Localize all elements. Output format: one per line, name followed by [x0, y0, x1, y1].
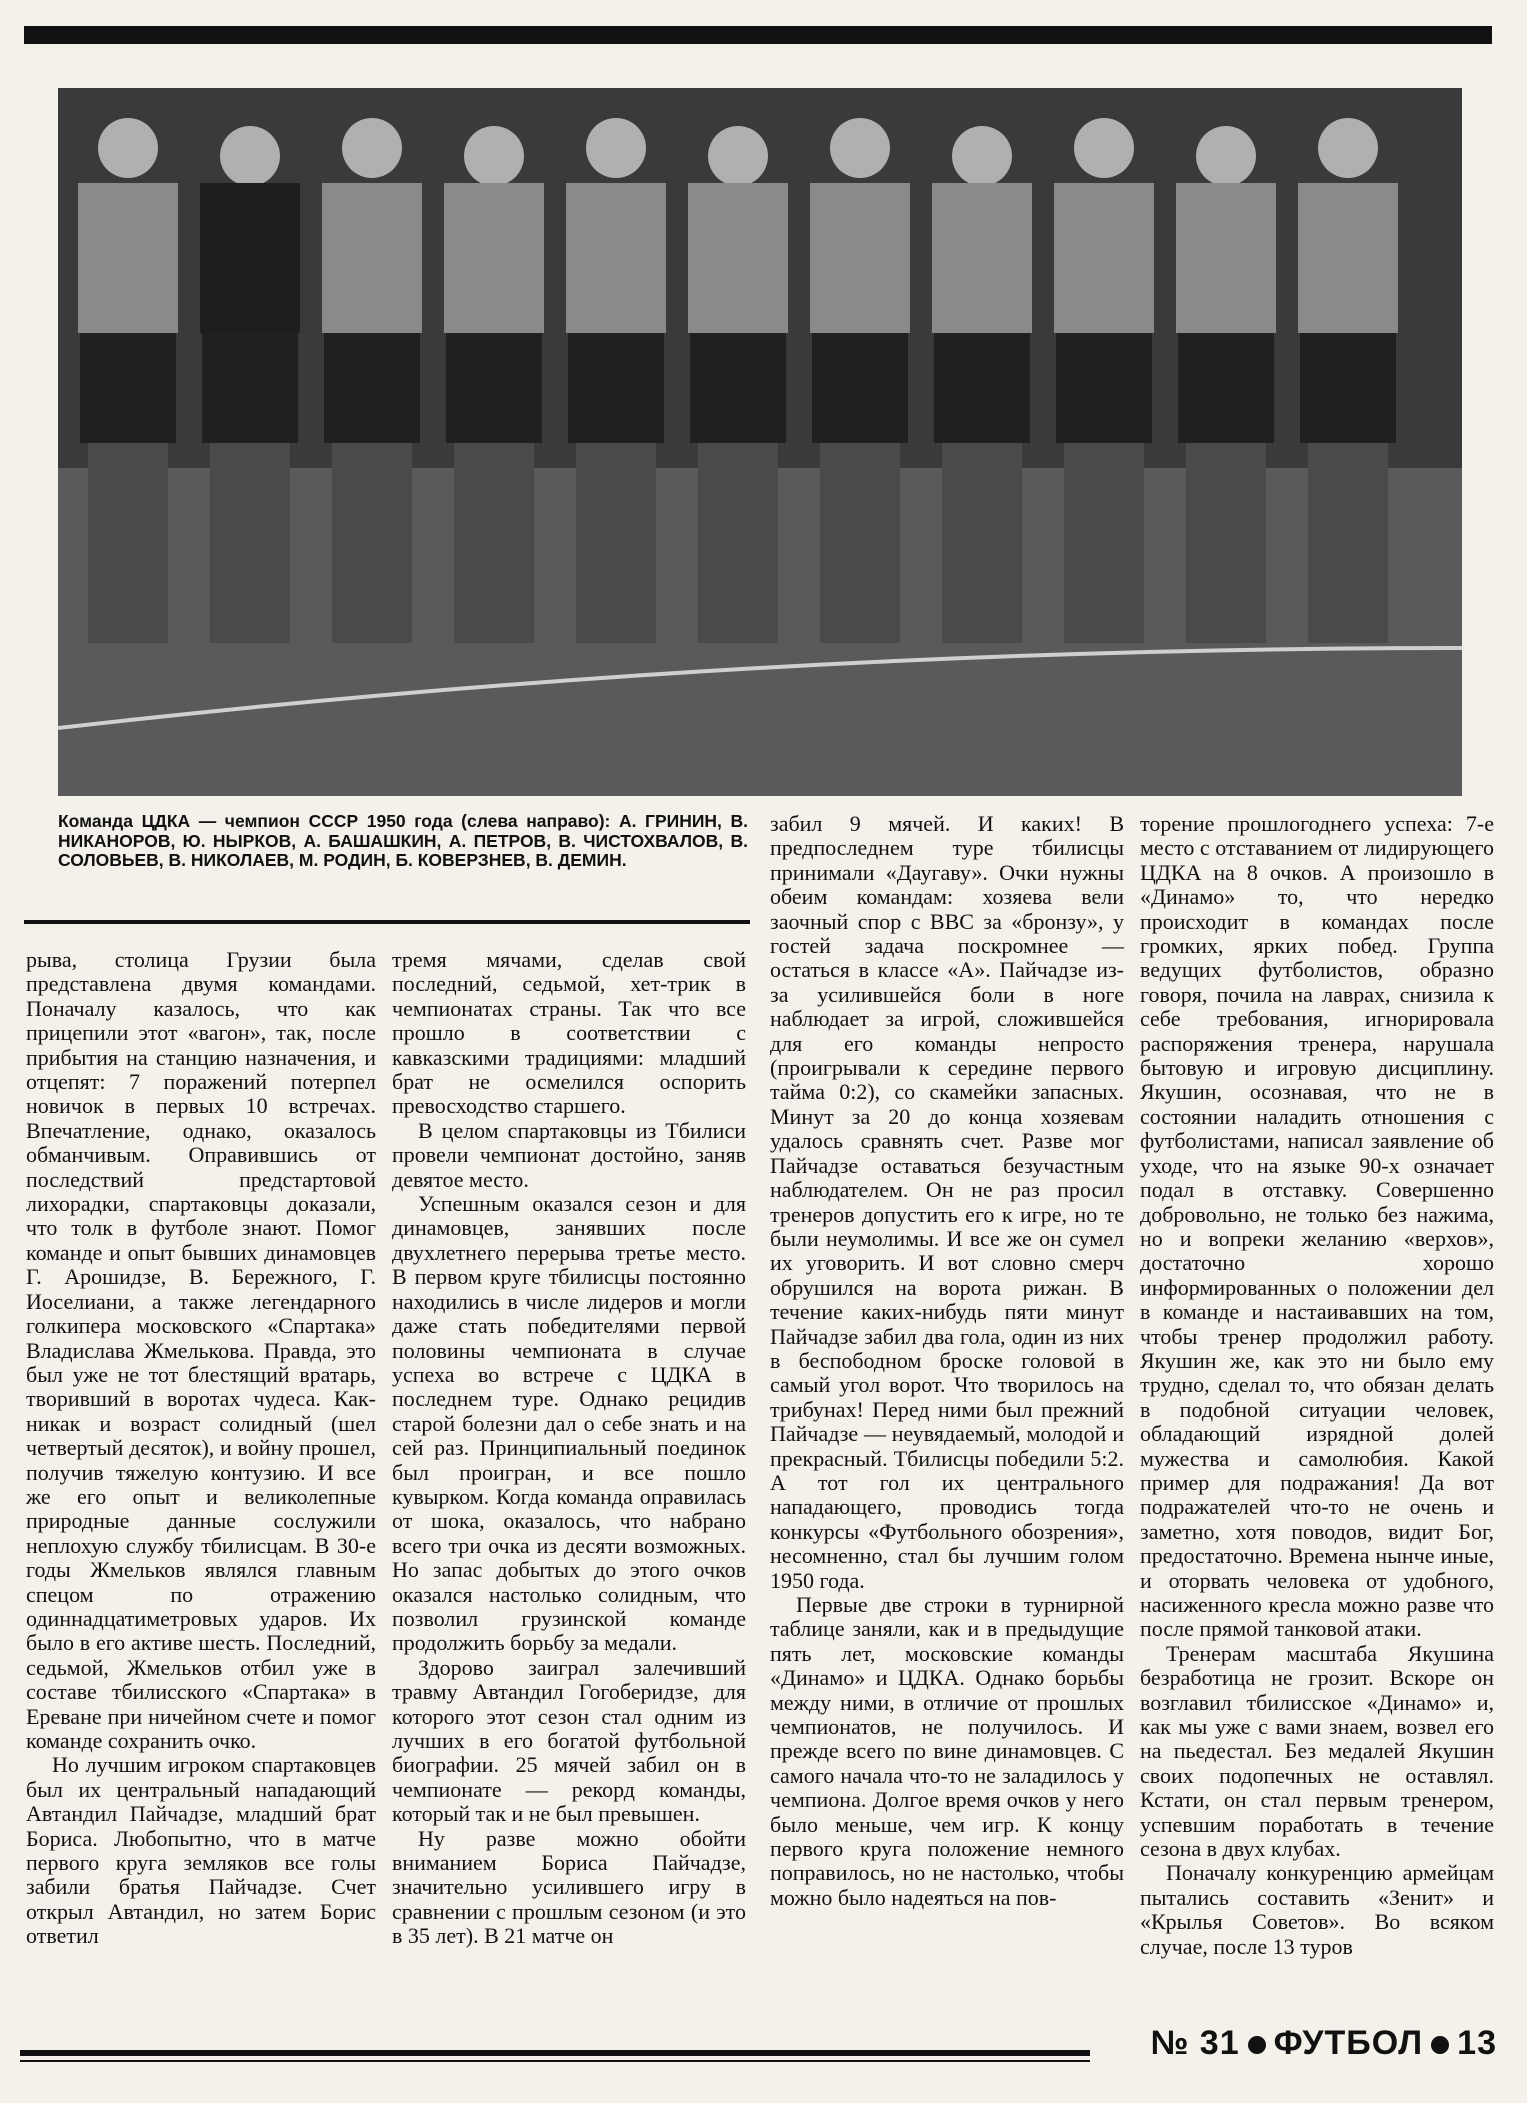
player-head: [1074, 118, 1134, 178]
footer-rule: [20, 2050, 1090, 2056]
player-shorts: [446, 333, 542, 443]
player-shorts: [812, 333, 908, 443]
bullet-icon: [1248, 2036, 1266, 2054]
player-shirt: [1298, 183, 1398, 333]
player-shirt: [566, 183, 666, 333]
paragraph: Поначалу конкуренцию армейцам пытались составить «Зенит» и «Крылья Советов». Во всяком случае, после 13 туров: [1140, 1860, 1494, 1959]
player-head: [586, 118, 646, 178]
player-legs: [820, 443, 900, 643]
page-footer: [1150, 2024, 1497, 2063]
paragraph: забил 9 мячей. И каких! В предпоследнем туре тбилисцы принимали «Даугаву». Очки нужны обеим командам: хозяева вели заочный спор с ВВС за «бронзу», у гостей задача поскромнее — остаться в классе «А». Пайчадзе из-за усилившейся боли в ноге наблюдает за игрой, сложившейся для его команды непросто (проигрывали к середине первого тайма 0:2), со скамейки запасных. Минут за 20 до конца хозяевам удалось сравнять счет. Разве мог Пайчадзе оставаться безучастным наблюдателем. Он не раз просил тренеров допустить его к игре, но те были неумолимы. И все же он сумел их уговорить. И вот словно смерч обрушился на ворота рижан. В течение каких-нибудь пяти минут Пайчадзе забил два гола, один из них в беспободном броске головой в самый угол ворот. Что творилось на трибунах! Перед ними был прежний Пайчадзе — неувядаемый, молодой и прекрасный. Тбилисцы победили 5:2. А тот гол их центрального нападающего, проводись тогда конкурсы «Футбольного обозрения», несомненно, стал бы лучшим голом 1950 года.: [770, 811, 1124, 1593]
player-legs: [942, 443, 1022, 643]
top-rule: [24, 26, 1492, 44]
paragraph: Успешным оказался сезон и для динамовцев, занявших после двухлетнего перерыва третье место. В первом круге тбилисцы постоянно находились в числе лидеров и могли даже стать победителями первой половины чемпионата в случае успеха во встрече с ЦДКА в последнем туре. Однако рецидив старой болезни дал о себе знать и на сей раз. Принципиальный поединок был проигран, и все пошло кувырком. Когда команда оправилась от шока, оказалось, что набрано всего три очка из десяти возможных. Но запас добытых до этого очков оказался настолько солидным, что позволил грузинской команде продолжить борьбу за медали.: [392, 1191, 746, 1656]
player-shorts: [934, 333, 1030, 443]
player-legs: [88, 443, 168, 643]
player-shorts: [324, 333, 420, 443]
paragraph: Здорово заиграл залечивший травму Автандил Гогоберидзе, для которого этот сезон стал одним из лучших в его богатой футбольной биографии. 25 мячей забил он в чемпионате — рекорд команды, который так и не был превышен.: [392, 1654, 746, 1827]
paragraph: Первые две строки в турнирной таблице заняли, как и в предыдущие пять лет, московские команды «Динамо» и ЦДКА. Однако борьбы между ними, в отличие от прошлых чемпионатов, не получилось. И прежде всего по вине динамовцев. С самого начала что-то не заладилось у чемпиона. Долгое время очков у него было меньше, чем игр. К концу первого круга положение немного поправилось, но не настолько, чтобы можно было надеяться на пов-: [770, 1592, 1124, 1910]
bullet-icon: [1431, 2036, 1449, 2054]
player-shirt: [322, 183, 422, 333]
player-shirt: [688, 183, 788, 333]
player-shorts: [80, 333, 176, 443]
article-column-3: [770, 812, 1124, 1910]
player-shorts: [568, 333, 664, 443]
player-head: [952, 126, 1012, 186]
player-legs: [1308, 443, 1388, 643]
magazine-name: ФУТБОЛ: [1273, 2024, 1424, 2062]
player-shorts: [1056, 333, 1152, 443]
player-shorts: [1178, 333, 1274, 443]
player-legs: [576, 443, 656, 643]
paragraph: торение прошлогоднего успеха: 7-е место с отставанием от лидирующего ЦДКА на 8 очков. А произошло в «Динамо» то, что нередко происходит в командах после громких, ярких побед. Группа ведущих футболистов, образно говоря, почила на лаврах, снизила к себе требования, игнорировала распоряжения тренера, нарушала бытовую и игровую дисциплину. Якушин, осознавая, что не в состоянии наладить отношения с футболистами, написал заявление об уходе, что на языке 90-х означает подал в отставку. Совершенно добровольно, не только без нажима, но и вопреки желанию «верхов», достаточно хорошо информированных о положении дел в команде и настаивавших на том, чтобы тренер продолжил работу. Якушин же, как это ни было ему трудно, сделал то, что обязан делать в подобной ситуации человек, обладающий изрядной долей мужества и самолюбия. Какой пример для подражания! Да вот подражателей что-то не очень и заметно, хотя поводов, видит Бог, предостаточно. Времена нынче иные, и оторвать человека от удобного, насиженного кресла можно разве что после прямой танковой атаки.: [1140, 811, 1494, 1642]
paragraph: Ну разве можно обойти вниманием Бориса Пайчадзе, значительно усилившего игру в сравнении с прошлым сезоном (и это в 35 лет). В 21 матче он: [392, 1825, 746, 1949]
paragraph: В целом спартаковцы из Тбилиси провели чемпионат достойно, заняв девятое место.: [392, 1117, 746, 1192]
player-shirt: [200, 183, 300, 333]
player-shirt: [932, 183, 1032, 333]
player-legs: [210, 443, 290, 643]
player-head: [342, 118, 402, 178]
player-shorts: [1300, 333, 1396, 443]
article-column-2: [392, 948, 746, 1949]
paragraph: рыва, столица Грузии была представлена двумя командами. Поначалу казалось, что как прицепили этот «вагон», так, после прибытия на станцию назначения, и отцепят: 7 поражений потерпел новичок в первых 10 встречах. Впечатление, однако, оказалось обманчивым. Оправившись от последствий предстартовой лихорадки, спартаковцы доказали, что толк в футболе знают. Помог команде и опыт бывших динамовцев Г. Арошидзе, В. Бережного, Г. Иоселиани, а также легендарного голкипера московского «Спартака» Владислава Жмелькова. Правда, это был уже не тот блестящий вратарь, творивший в воротах чудеса. Как-никак и возраст солидный (шел четвертый десяток), и войну прошел, получив тяжелую контузию. И все же его опыт и великолепные природные данные сослужили неплохую службу тбилисцам. В 30-е годы Жмельков являлся главным спецом по отражению одиннадцатиметровых ударов. Их было в его активе шесть. Последний, седьмой, Жмельков отбил уже в составе тбилисского «Спартака» в Ереване при ничейном счете и помог команде сохранить очко.: [26, 947, 376, 1753]
player-head: [98, 118, 158, 178]
player-shorts: [690, 333, 786, 443]
player-shirt: [1054, 183, 1154, 333]
footer-rule-thin: [20, 2060, 1090, 2062]
player-shorts: [202, 333, 298, 443]
player-legs: [698, 443, 778, 643]
player-head: [464, 126, 524, 186]
player-shirt: [1176, 183, 1276, 333]
player-legs: [1186, 443, 1266, 643]
player-legs: [454, 443, 534, 643]
page-number: 13: [1457, 2024, 1497, 2062]
paragraph: Но лучшим игроком спартаковцев был их центральный нападающий Автандил Пайчадзе, младший брат Бориса. Любопытно, что в матче первого круга земляков все голы забили братья Пайчадзе. Счет открыл Автандил, но затем Борис ответил: [26, 1752, 376, 1949]
player-head: [220, 126, 280, 186]
paragraph: Тренерам масштаба Якушина безработица не грозит. Вскоре он возглавил тбилисское «Динамо» и, как мы уже с вами знаем, возвел его на пьедестал. Без медалей Якушин своих подопечных не оставлял. Кстати, он стал первым тренером, успевшим поработать в течение сезона в двух клубах.: [1140, 1640, 1494, 1862]
player-shirt: [444, 183, 544, 333]
player-head: [1196, 126, 1256, 186]
player-shirt: [810, 183, 910, 333]
caption-divider: [24, 920, 750, 924]
player-shirt: [78, 183, 178, 333]
photo-caption: Команда ЦДКА — чемпион СССР 1950 года (слева направо): А. ГРИНИН, В. НИКАНОРОВ, Ю. НЫРКОВ, А. БАШАШКИН, А. ПЕТРОВ, В. ЧИСТОХВАЛОВ, В. СОЛОВЬЕВ, В. НИКОЛАЕВ, М. РОДИН, Б. КОВЕРЗНЕВ, В. ДЕМИН.: [58, 811, 748, 870]
player-head: [1318, 118, 1378, 178]
player-head: [830, 118, 890, 178]
article-column-4: [1140, 812, 1494, 1959]
issue-number: № 31: [1150, 2024, 1240, 2062]
article-column-1: [26, 948, 376, 1949]
team-photo: [58, 88, 1462, 796]
team-photo-image: [58, 88, 1462, 796]
player-legs: [1064, 443, 1144, 643]
player-head: [708, 126, 768, 186]
player-legs: [332, 443, 412, 643]
paragraph: тремя мячами, сделав свой последний, седьмой, хет-трик в чемпионатах страны. Так что все прошло в соответствии с кавказскими традициями: младший брат не осмелился оспорить превосходство старшего.: [392, 947, 746, 1119]
